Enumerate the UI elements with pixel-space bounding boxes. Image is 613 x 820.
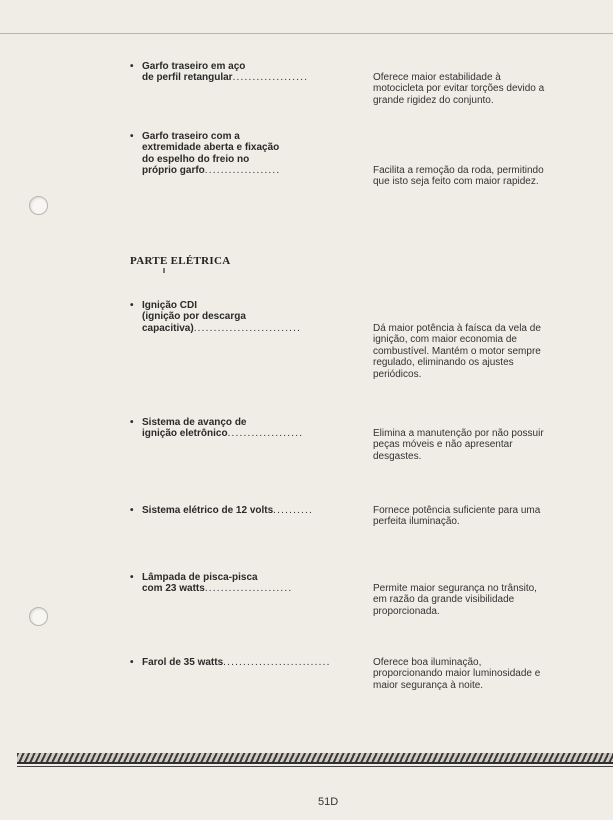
top-divider — [0, 33, 613, 34]
bullet-icon: • — [130, 657, 134, 668]
benefit-text: Oferece boa iluminação, proporcionando maior luminosidade e maior segurança à noite. — [373, 657, 541, 691]
bullet-icon: • — [130, 300, 134, 311]
binder-hole-bottom — [29, 607, 48, 626]
bullet-icon: • — [130, 61, 134, 72]
section-title: PARTE ELÉTRICA — [130, 255, 231, 267]
bullet-icon: • — [130, 131, 134, 142]
footer-rule — [17, 762, 613, 764]
page-number: 51D — [318, 796, 339, 808]
bullet-icon: • — [130, 505, 134, 516]
feature-text: Sistema elétrico de 12 volts.......... — [142, 505, 313, 516]
footer-rule-thin — [17, 766, 613, 767]
feature-text: Garfo traseiro em aço de perfil retangular................... — [142, 61, 309, 84]
feature-text: Sistema de avanço de ignição eletrônico................... — [142, 417, 304, 440]
feature-text: Ignição CDI (ignição por descarga capacitiva)........................... — [142, 300, 302, 334]
benefit-text: Facilita a remoção da roda, permitindo que isto seja feito com maior rapidez. — [373, 165, 544, 188]
benefit-text: Permite maior segurança no trânsito, em razão da grande visibilidade proporcionada. — [373, 583, 537, 617]
binder-hole-top — [29, 196, 48, 215]
bullet-icon: • — [130, 572, 134, 583]
print-speck — [163, 268, 165, 273]
feature-text: Garfo traseiro com a extremidade aberta e fixação do espelho do freio no próprio garfo................... — [142, 131, 281, 177]
benefit-text: Elimina a manutenção por não possuir peças móveis e não apresentar desgastes. — [373, 428, 544, 462]
benefit-text: Fornece potência suficiente para uma perfeita iluminação. — [373, 505, 541, 528]
bullet-icon: • — [130, 417, 134, 428]
feature-text: Lâmpada de pisca-pisca com 23 watts...................... — [142, 572, 293, 595]
benefit-text: Oferece maior estabilidade à motocicleta por evitar torções devido a grande rigidez do conjunto. — [373, 72, 545, 106]
feature-text: Farol de 35 watts........................... — [142, 657, 331, 668]
benefit-text: Dá maior potência à faísca da vela de ignição, com maior economia de combustível. Mantém o motor sempre regulado, eliminando os ajustes periódicos. — [373, 323, 541, 380]
